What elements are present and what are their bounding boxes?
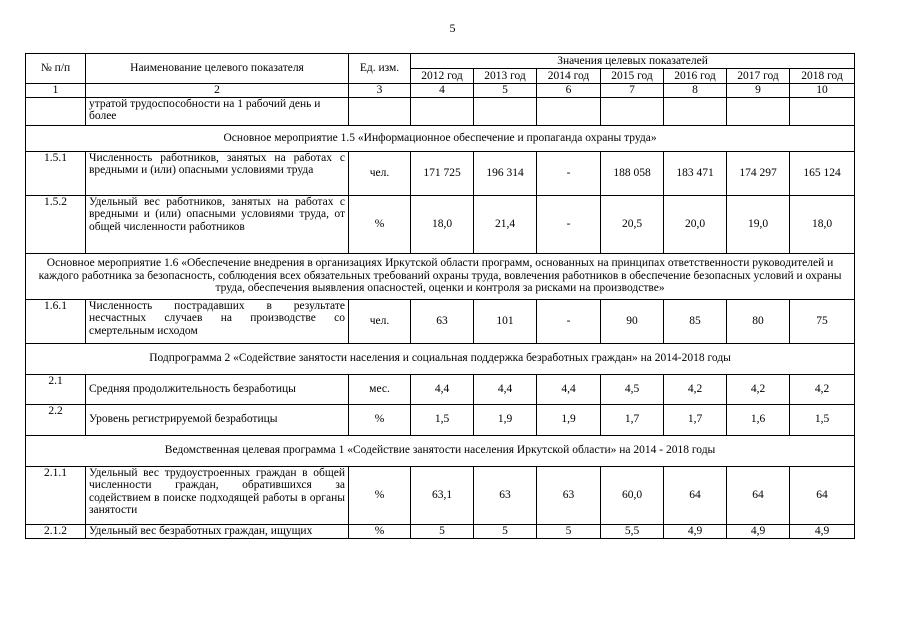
value-cell: 5: [474, 524, 537, 538]
value-cell: 80: [727, 299, 790, 343]
value-cell: 1,7: [601, 404, 664, 435]
header-row: [26, 54, 855, 69]
header-year: 2014 год: [537, 69, 601, 84]
col-number: 4: [411, 84, 474, 98]
value-cell: 4,9: [664, 524, 727, 538]
indicator-name: Численность пострадавших в результате несчастных случаев на производстве со смертельным исходом: [86, 299, 349, 343]
row-number: 1.5.2: [26, 195, 86, 253]
page-number: 5: [449, 21, 456, 35]
value-cell: 19,0: [727, 195, 790, 253]
value-cell: 165 124: [790, 151, 855, 195]
header-year: 2017 год: [727, 69, 790, 84]
value-cell: 1,7: [664, 404, 727, 435]
indicator-name: Уровень регистрируемой безработицы: [86, 404, 349, 435]
table-row: [26, 97, 855, 125]
value-cell: 101: [474, 299, 537, 343]
row-number: 2.1: [26, 374, 86, 404]
col-number: 8: [664, 84, 727, 98]
table-row: [26, 195, 855, 253]
row-number: 2.1.2: [26, 524, 86, 538]
unit: чел.: [349, 299, 411, 343]
value-cell: 64: [790, 466, 855, 524]
value-cell: 63,1: [411, 466, 474, 524]
col-number: 3: [349, 84, 411, 98]
section-title: Подпрограмма 2 «Содействие занятости населения и социальная поддержка безработных граждан» на 2014-2018 годы: [26, 343, 855, 374]
value-cell: 1,5: [411, 404, 474, 435]
header-year: 2018 год: [790, 69, 855, 84]
value-cell: 196 314: [474, 151, 537, 195]
value-cell: 1,5: [790, 404, 855, 435]
value-cell: 5,5: [601, 524, 664, 538]
unit: %: [349, 195, 411, 253]
section-title: Основное мероприятие 1.6 «Обеспечение внедрения в организациях Иркутской области программ, основанных на принципах ответственности руководителей и каждого работника за безопасность, соблюдения всех обязательных требований охраны труда, вовлечения работников в обеспечение безопасных условий и охраны труда, обеспечения выявления опасностей, оценки и контроля за рисками на производстве»: [26, 253, 855, 299]
value-cell: 18,0: [790, 195, 855, 253]
unit: мес.: [349, 374, 411, 404]
row-number: 2.2: [26, 404, 86, 435]
table-row: [26, 524, 855, 538]
header-values-group: Значения целевых показателей: [411, 54, 855, 69]
indicators-table: [25, 53, 855, 539]
section-title: Ведомственная целевая программа 1 «Содействие занятости населения Иркутской области» на 2014 - 2018 годы: [26, 435, 855, 466]
value-cell: -: [537, 151, 601, 195]
table-row: [26, 404, 855, 435]
header-year: 2012 год: [411, 69, 474, 84]
indicator-name: Численность работников, занятых на работах с вредными и (или) опасными условиями труда: [86, 151, 349, 195]
value-cell: 174 297: [727, 151, 790, 195]
section-row: [26, 253, 855, 299]
unit: %: [349, 524, 411, 538]
table-row: [26, 151, 855, 195]
value-cell: 5: [537, 524, 601, 538]
table-row: [26, 374, 855, 404]
value-cell: 1,9: [537, 404, 601, 435]
value-cell: 60,0: [601, 466, 664, 524]
value-cell: 4,2: [790, 374, 855, 404]
section-row: [26, 435, 855, 466]
value-cell: 20,0: [664, 195, 727, 253]
col-number: 9: [727, 84, 790, 98]
value-cell: 188 058: [601, 151, 664, 195]
value-cell: 1,6: [727, 404, 790, 435]
unit: %: [349, 466, 411, 524]
col-number: 10: [790, 84, 855, 98]
value-cell: 4,4: [474, 374, 537, 404]
header-name: Наименование целевого показателя: [86, 54, 349, 84]
header-year: 2016 год: [664, 69, 727, 84]
indicator-name: Средняя продолжительность безработицы: [86, 374, 349, 404]
col-number: 1: [26, 84, 86, 98]
indicator-name: Удельный вес трудоустроенных граждан в общей численности граждан, обратившихся за содействием в поиске подходящей работы в органы занятости: [86, 466, 349, 524]
value-cell: 21,4: [474, 195, 537, 253]
col-number: 5: [474, 84, 537, 98]
value-cell: -: [537, 195, 601, 253]
value-cell: 18,0: [411, 195, 474, 253]
indicator-name: Удельный вес работников, занятых на работах с вредными и (или) опасными условиями труда, от общей численности работников: [86, 195, 349, 253]
value-cell: 63: [537, 466, 601, 524]
row-number: 2.1.1: [26, 466, 86, 524]
section-row: [26, 343, 855, 374]
value-cell: 4,9: [727, 524, 790, 538]
value-cell: 4,2: [664, 374, 727, 404]
section-title: Основное мероприятие 1.5 «Информационное обеспечение и пропаганда охраны труда»: [26, 125, 855, 151]
table-row: [26, 466, 855, 524]
value-cell: 4,5: [601, 374, 664, 404]
unit: чел.: [349, 151, 411, 195]
value-cell: 64: [727, 466, 790, 524]
value-cell: 4,4: [411, 374, 474, 404]
header-year: 2015 год: [601, 69, 664, 84]
value-cell: 85: [664, 299, 727, 343]
header-num: № п/п: [26, 54, 86, 84]
indicator-name: Удельный вес безработных граждан, ищущих: [86, 524, 349, 538]
value-cell: 4,4: [537, 374, 601, 404]
col-number: 2: [86, 84, 349, 98]
value-cell: 63: [474, 466, 537, 524]
value-cell: 75: [790, 299, 855, 343]
col-number: 7: [601, 84, 664, 98]
row-number: 1.6.1: [26, 299, 86, 343]
value-cell: 5: [411, 524, 474, 538]
table-row: [26, 299, 855, 343]
unit: %: [349, 404, 411, 435]
row-number: 1.5.1: [26, 151, 86, 195]
value-cell: 63: [411, 299, 474, 343]
col-number: 6: [537, 84, 601, 98]
header-unit: Ед. изм.: [349, 54, 411, 84]
value-cell: 4,2: [727, 374, 790, 404]
value-cell: 1,9: [474, 404, 537, 435]
value-cell: 90: [601, 299, 664, 343]
section-row: [26, 125, 855, 151]
value-cell: 171 725: [411, 151, 474, 195]
value-cell: -: [537, 299, 601, 343]
value-cell: 20,5: [601, 195, 664, 253]
value-cell: 64: [664, 466, 727, 524]
value-cell: 4,9: [790, 524, 855, 538]
value-cell: 183 471: [664, 151, 727, 195]
column-numbers-row: [26, 84, 855, 98]
indicator-name: утратой трудоспособности на 1 рабочий день и более: [86, 97, 349, 125]
header-year: 2013 год: [474, 69, 537, 84]
